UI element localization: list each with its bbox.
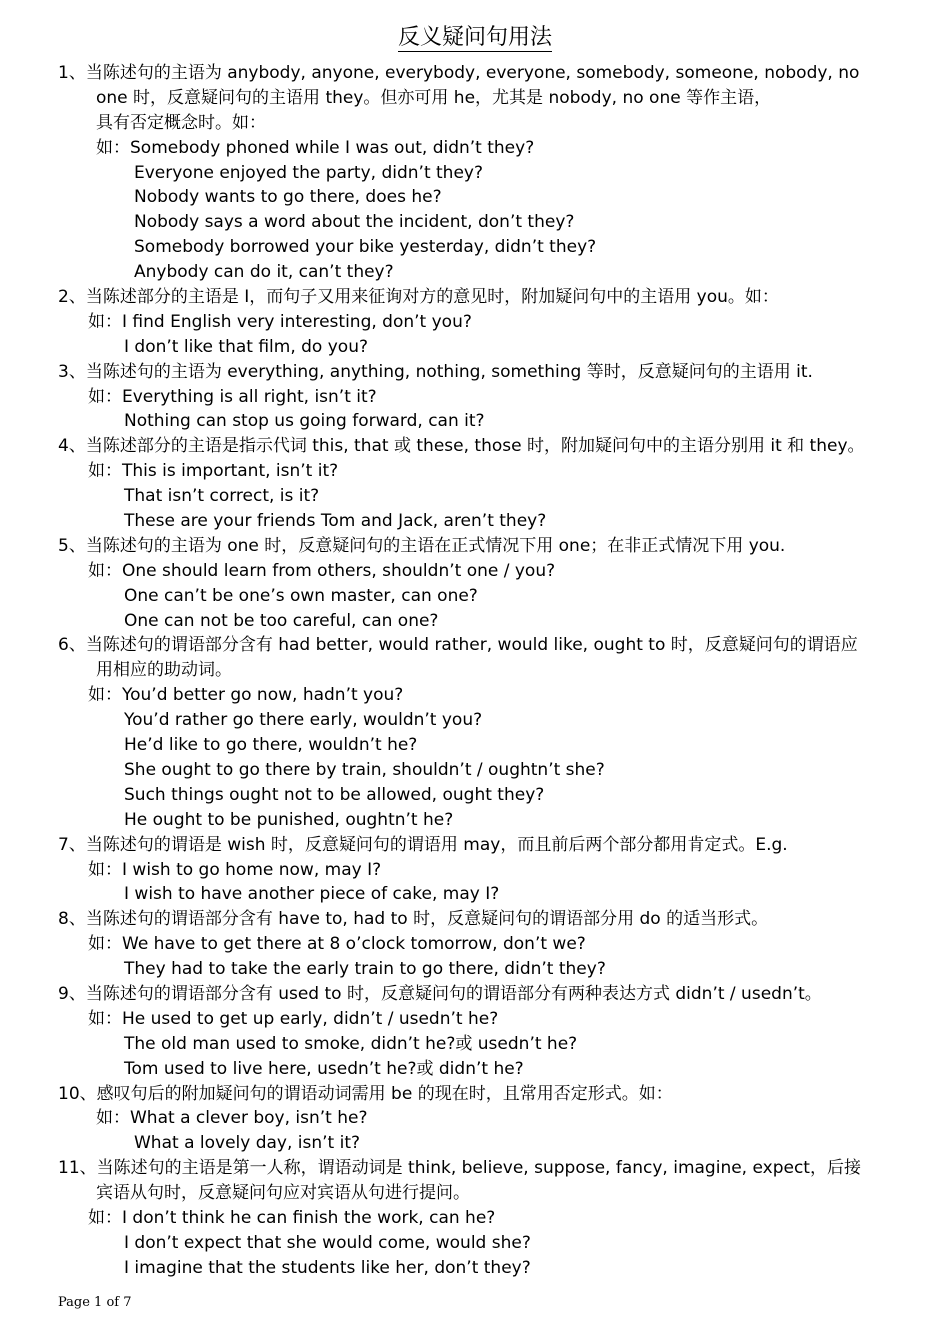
text-line: What a lovely day, isn’t it?: [134, 1133, 361, 1154]
text-line: 宾语从句时，反意疑问句应对宾语从句进行提问。: [96, 1183, 470, 1204]
text-line: 11、当陈述句的主语是第一人称，谓语动词是 think, believe, suppose, fancy, imagine, expect，后接: [58, 1158, 861, 1179]
text-line: 3、当陈述句的主语为 everything, anything, nothing, something 等时，反意疑问句的主语用 it.: [58, 361, 813, 382]
text-line: 如：You’d better go now, hadn’t you?: [88, 685, 404, 706]
text-line: I don’t like that film, do you?: [124, 336, 368, 357]
text-line: Nobody wants to go there, does he?: [134, 187, 442, 208]
text-line: 如：He used to get up early, didn’t / usedn’t he?: [88, 1008, 499, 1029]
text-line: The old man used to smoke, didn’t he?或 usedn’t he?: [124, 1033, 578, 1054]
text-line: 6、当陈述句的谓语部分含有 had better, would rather, would like, ought to 时，反意疑问句的谓语应: [58, 635, 858, 656]
text-line: 7、当陈述句的谓语是 wish 时，反意疑问句的谓语用 may，而且前后两个部分都用肯定式。E.g.: [58, 834, 788, 855]
page-title-text: 反义疑问句用法: [397, 25, 552, 50]
text-line: Anybody can do it, can’t they?: [134, 262, 394, 283]
text-line: I wish to have another piece of cake, may I?: [124, 884, 500, 905]
text-line: 如：I wish to go home now, may I?: [88, 859, 382, 880]
text-line: 具有否定概念时。如：: [96, 112, 266, 133]
text-line: 如：I find English very interesting, don’t you?: [88, 311, 472, 332]
text-line: 如：Somebody phoned while I was out, didn’t they?: [96, 137, 535, 158]
text-line: He’d like to go there, wouldn’t he?: [124, 735, 418, 756]
text-line: She ought to go there by train, shouldn’t / oughtn’t she?: [124, 759, 605, 780]
text-line: 10、感叹句后的附加疑问句的谓语动词需用 be 的现在时，且常用否定形式。如：: [58, 1083, 673, 1104]
text-line: Tom used to live here, usedn’t he?或 didn’t he?: [124, 1058, 524, 1079]
text-line: 如：We have to get there at 8 o’clock tomorrow, don’t we?: [88, 934, 586, 955]
text-line: 2、当陈述部分的主语是 I，而句子又用来征询对方的意见时，附加疑问句中的主语用 you。如：: [58, 287, 779, 308]
text-line: Somebody borrowed your bike yesterday, didn’t they?: [134, 237, 597, 258]
text-line: 如：What a clever boy, isn’t he?: [96, 1108, 368, 1129]
text-line: Nobody says a word about the incident, don’t they?: [134, 212, 575, 233]
text-line: You’d rather go there early, wouldn’t you?: [124, 710, 483, 731]
text-line: One can not be too careful, can one?: [124, 610, 439, 631]
page-footer: Page 1 of 7: [58, 1295, 132, 1310]
text-line: They had to take the early train to go there, didn’t they?: [124, 959, 606, 980]
text-line: I imagine that the students like her, don’t they?: [124, 1257, 531, 1278]
text-line: 如：One should learn from others, shouldn’t one / you?: [88, 560, 556, 581]
text-line: I don’t expect that she would come, would she?: [124, 1232, 531, 1253]
document-body: [58, 61, 938, 1281]
text-line: 如：I don’t think he can finish the work, can he?: [88, 1207, 496, 1228]
text-line: Nothing can stop us going forward, can it?: [124, 411, 485, 432]
page-title: [0, 20, 950, 51]
text-line: He ought to be punished, oughtn’t he?: [124, 809, 454, 830]
text-line: These are your friends Tom and Jack, aren’t they?: [124, 511, 547, 532]
text-line: 8、当陈述句的谓语部分含有 have to, had to 时，反意疑问句的谓语部分用 do 的适当形式。: [58, 909, 769, 930]
text-line: 如：Everything is all right, isn’t it?: [88, 386, 377, 407]
text-line: Such things ought not to be allowed, ought they?: [124, 784, 545, 805]
text-line: That isn’t correct, is it?: [124, 486, 320, 507]
text-line: 1、当陈述句的主语为 anybody, anyone, everybody, everyone, somebody, someone, nobody, no: [58, 63, 860, 83]
text-line: 9、当陈述句的谓语部分含有 used to 时，反意疑问句的谓语部分有两种表达方式 didn’t / usedn’t。: [58, 983, 822, 1004]
text-line: 4、当陈述部分的主语是指示代词 this, that 或 these, those 时，附加疑问句中的主语分别用 it 和 they。: [58, 436, 865, 457]
text-line: 如：This is important, isn’t it?: [88, 461, 339, 482]
text-line: one 时，反意疑问句的主语用 they。但亦可用 he，尤其是 nobody, no one 等作主语，: [96, 87, 772, 108]
text-line: Everyone enjoyed the party, didn’t they?: [134, 162, 483, 183]
text-line: 5、当陈述句的主语为 one 时，反意疑问句的主语在正式情况下用 one；在非正式情况下用 you.: [58, 535, 786, 556]
text-line: 用相应的助动词。: [96, 660, 232, 681]
text-line: One can’t be one’s own master, can one?: [124, 585, 478, 606]
